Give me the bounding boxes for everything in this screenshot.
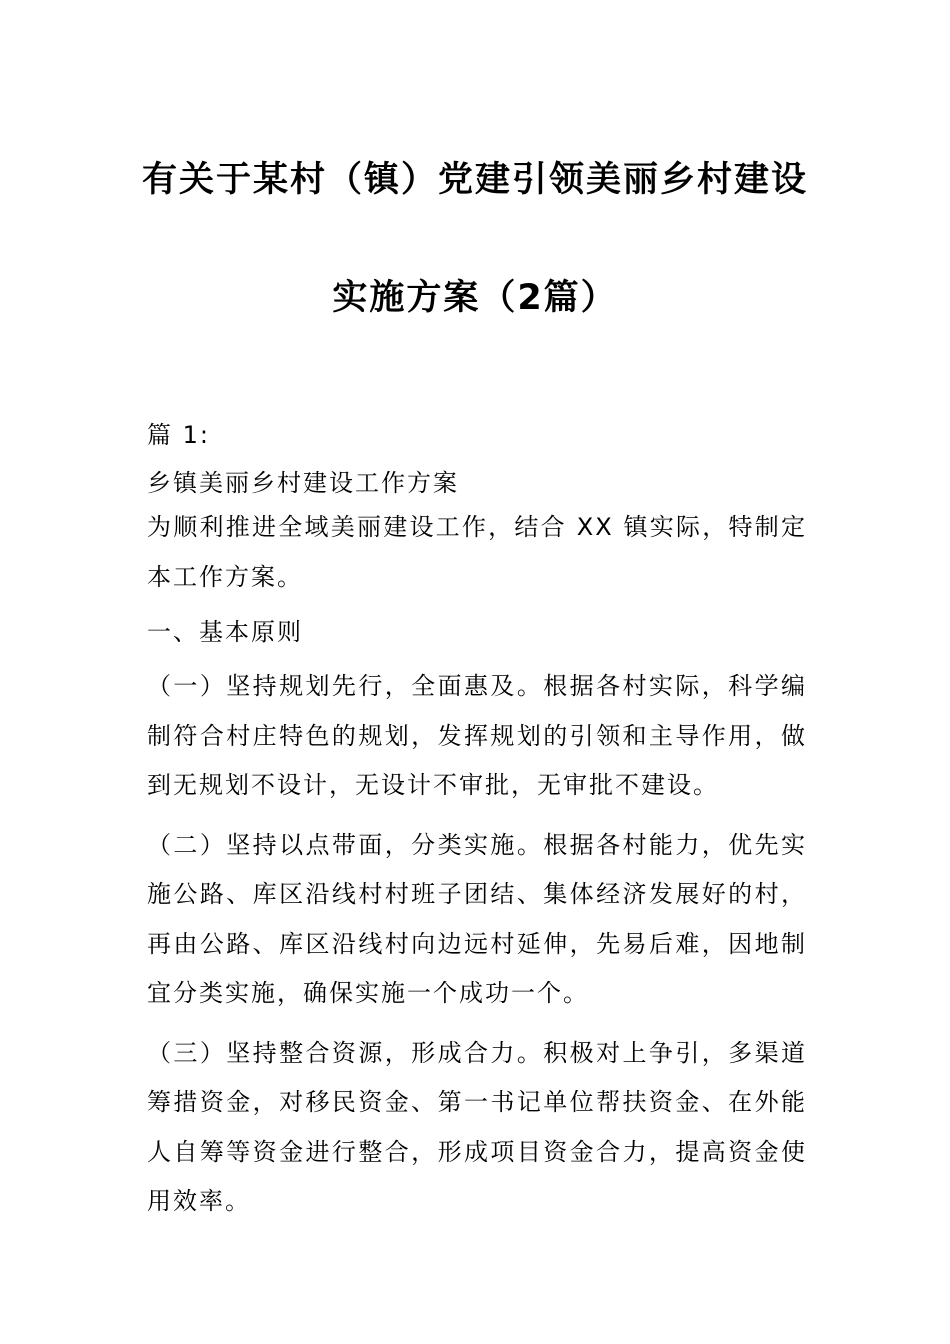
plan-subtitle: 乡镇美丽乡村建设工作方案: [147, 469, 459, 497]
principle-paragraph-1: （一）坚持规划先行，全面惠及。根据各村实际，科学编制符合村庄特色的规划，发挥规划的引领和主导作用，做到无规划不设计，无设计不审批，无审批不建设。: [147, 672, 807, 799]
document-title-line-1: 有关于某村（镇）党建引领美丽乡村建设: [141, 160, 808, 200]
section-heading: 一、基本原则: [147, 618, 303, 646]
document-body: [147, 415, 807, 1237]
principle-paragraph-2: （二）坚持以点带面，分类实施。根据各村能力，优先实施公路、库区沿线村村班子团结、集体经济发展好的村，再由公路、库区沿线村向边远村延伸，先易后难，因地制宜分类实施，确保实施一个成功一个。: [147, 830, 807, 1007]
principle-paragraph-3: （三）坚持整合资源，形成合力。积极对上争引，多渠道筹措资金，对移民资金、第一书记单位帮扶资金、在外能人自筹等资金进行整合，形成项目资金合力，提高资金使用效率。: [147, 1038, 807, 1215]
document-title-line-2: 实施方案（2篇）: [332, 278, 618, 318]
part-label: 篇 1:: [147, 421, 210, 449]
intro-paragraph: 为顺利推进全域美丽建设工作，结合 XX 镇实际，特制定本工作方案。: [147, 513, 807, 591]
